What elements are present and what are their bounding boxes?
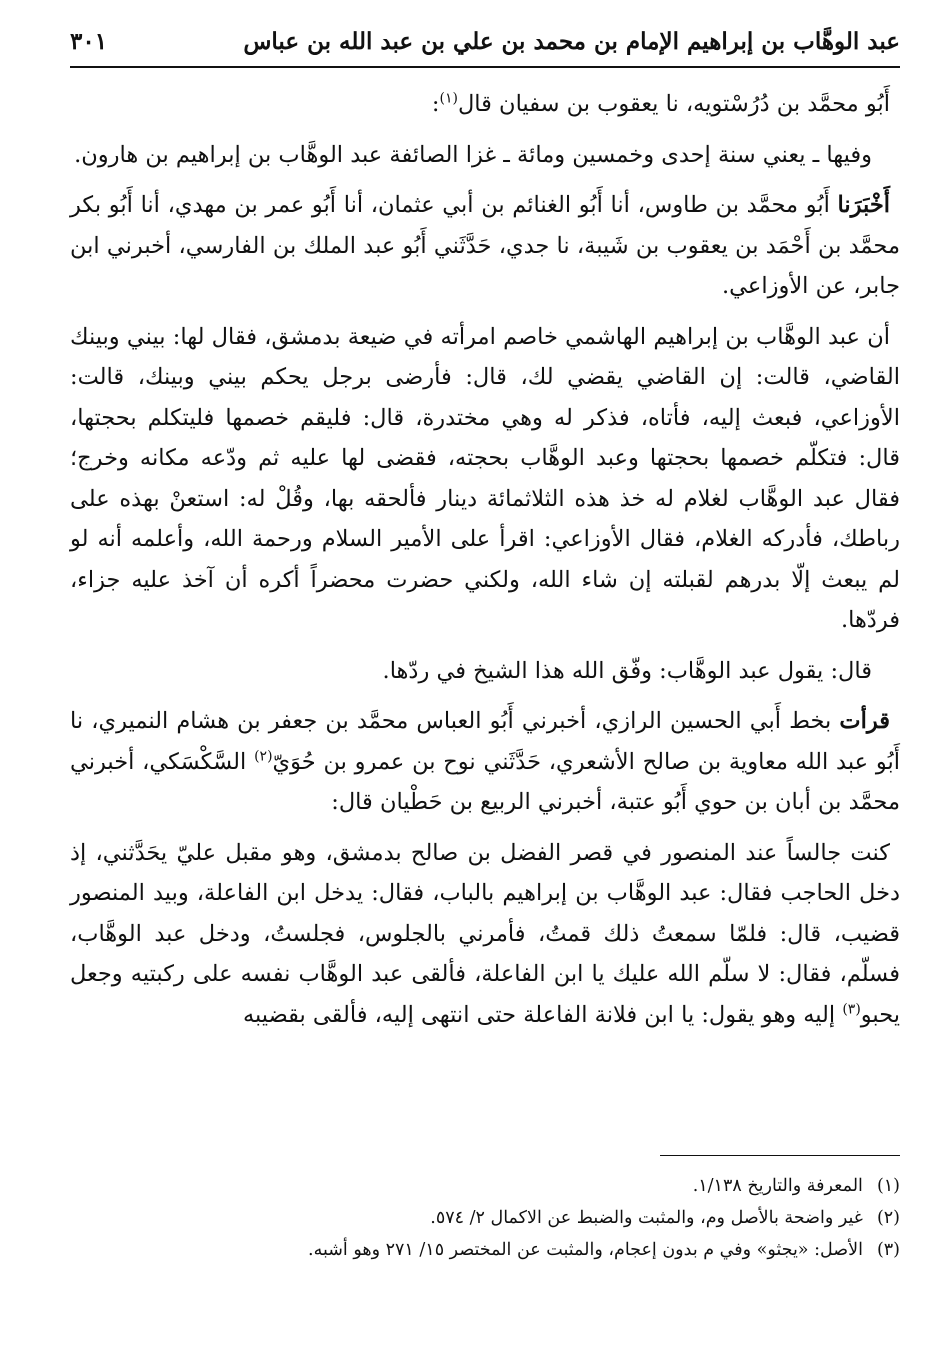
footnote-text: غير واضحة بالأصل وم، والمثبت والضبط عن الاكمال ٢/ ٥٧٤.	[430, 1208, 863, 1228]
paragraph-tail: :	[431, 91, 440, 117]
footnote-ref: (١)	[439, 90, 458, 107]
paragraph-lead: أَخْبَرَنا	[837, 192, 890, 218]
paragraph	[70, 317, 900, 641]
footnote-item	[70, 1202, 900, 1234]
paragraph-tail: السَّكْسَكي، أخبرني محمَّد بن أبان بن حوي أَبُو عتبة، أخبرني الربيع بن حَطْيان قال:	[70, 748, 900, 815]
paragraph	[70, 135, 900, 176]
paragraph-text: بخط أَبي الحسين الرازي، أخبرني أَبُو العباس محمَّد بن جعفر بن هشام النميري، نا أَبُو عبد الله معاوية بن صالح الأشعري، حَدَّثَني نوح بن عمرو بن حُوَيّ	[70, 708, 900, 775]
paragraph	[70, 84, 900, 125]
footnote-ref: (٣)	[842, 1001, 861, 1017]
paragraph-text: كنت جالساً عند المنصور في قصر الفضل بن صالح بدمشق، وهو مقبل عليّ يحَدَّثني، إذ دخل الحاجب فقال: عبد الوهَّاب بن إبراهيم بالباب، فقال: يدخل ابن الفاعلة، وبيد المنصور قضيب، قال: فلمّا سمعتُ ذلك قمتُ، فأمرني بالجلوس، فجلستُ، ودخل عبد الوهَّاب، فسلّم، فقال: لا سلّم الله عليك يا ابن الفاعلة، فألقى عبد الوهَّاب نفسه على ركبتيه وجعل يحبو	[70, 839, 900, 1028]
paragraph-text: وفيها ـ يعني سنة إحدى وخمسين ومائة ـ غزا الصائفة عبد الوهَّاب بن إبراهيم بن هارون.	[74, 141, 872, 168]
paragraph	[70, 833, 900, 1036]
footnote-text: الأصل: «يجثو» وفي م بدون إعجام، والمثبت عن المختصر ١٥/ ٢٧١ وهو أشبه.	[308, 1240, 863, 1260]
paragraph-text: أَبُو محمَّد بن طاوس، أنا أَبُو الغنائم بن أبي عثمان، أنا أَبُو عمر بن مهدي، أنا أَبُو بكر محمَّد بن أَحْمَد بن يعقوب بن شَيبة، نا جدي، حَدَّثَني أَبُو عبد الملك بن الفارسي، أخبرني ابن جابر، عن الأوزاعي.	[70, 192, 900, 299]
paragraph-lead: قرأت	[839, 708, 890, 734]
page-header	[70, 22, 900, 68]
book-page	[70, 22, 900, 1322]
footnotes	[70, 1170, 900, 1266]
footnote-number: (٣)	[876, 1240, 900, 1260]
footnote-divider	[660, 1155, 900, 1156]
paragraph	[70, 651, 900, 692]
paragraph-text: أن عبد الوهَّاب بن إبراهيم الهاشمي خاصم امرأته في ضيعة بدمشق، فقال لها: بيني وبينك القاضي، قالت: إن القاضي يقضي لك، قال: فأرضى برجل يحكم بيني وبينك، قالت: الأوزاعي، فبعث إليه، فأتاه، فذكر له وهي مختدرة، قال: فليقم خصمها فليتكلم بحجتها، قال: فتكلّم خصمها بحجتها وعبد الوهَّاب بحجته، فقضى لها عليه ثم ودّعه مكانه وخرج؛ فقال عبد الوهَّاب لغلام له خذ هذه الثلاثمائة دينار فألحقه بها، وقُلْ له: استعنْ بهذه على رباطك، فأدركه الغلام، فقال الأوزاعي: اقرأ على الأمير السلام ورحمة الله، وأعلمه أنه لو لم يبعث إلّا بدرهم لقبلته إن شاء الله، ولكني حضرت محضراً أكره أن آخذ عليه جزاء، فردّها.	[70, 323, 900, 633]
footnote-number: (١)	[876, 1176, 900, 1196]
paragraph	[70, 185, 900, 307]
page-number: ٣٠١	[70, 28, 108, 55]
footnote-number: (٢)	[876, 1208, 900, 1228]
footnote-item	[70, 1234, 900, 1266]
paragraph-tail: إليه وهو يقول: يا ابن فلانة الفاعلة حتى انتهى إليه، فألقى بقضيبه	[242, 1001, 843, 1028]
paragraph-text: قال: يقول عبد الوهَّاب: وفّق الله هذا الشيخ في ردّها.	[382, 657, 872, 684]
footnote-item	[70, 1170, 900, 1202]
paragraph	[70, 701, 900, 823]
main-text	[70, 84, 900, 1045]
footnote-ref: (٢)	[254, 748, 273, 764]
running-title: عبد الوهَّاب بن إبراهيم الإمام بن محمد بن علي بن عبد الله بن عباس	[243, 28, 900, 55]
paragraph-text: أَبُو محمَّد بن دُرُسْتويه، نا يعقوب بن سفيان قال	[457, 91, 890, 117]
footnote-text: المعرفة والتاريخ ١/١٣٨.	[692, 1176, 863, 1196]
